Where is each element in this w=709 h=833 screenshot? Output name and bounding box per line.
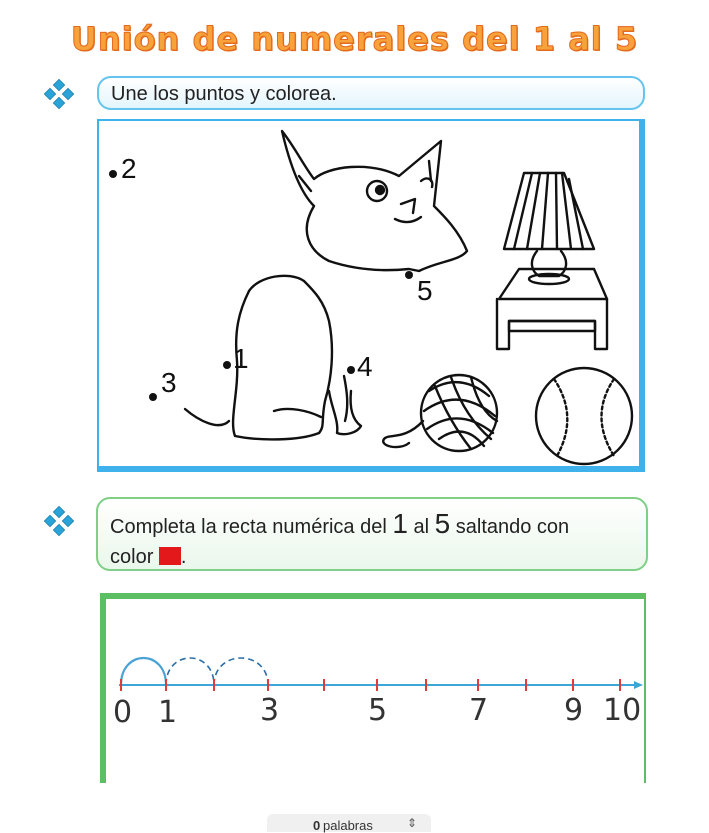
instruction-2-part3: saltando con bbox=[450, 516, 570, 538]
diamond-bullet-icon bbox=[44, 506, 74, 536]
number-line-label-1: 1 bbox=[158, 695, 178, 730]
number-line bbox=[106, 599, 644, 783]
number-line-frame bbox=[100, 593, 646, 783]
dot-label-3: 3 bbox=[161, 367, 177, 398]
number-line-label-5: 5 bbox=[368, 693, 388, 728]
dot-label-2: 2 bbox=[121, 153, 137, 184]
instruction-box-1 bbox=[97, 76, 645, 110]
instruction-2-num-start: 1 bbox=[392, 508, 408, 539]
number-line-label-7: 7 bbox=[469, 693, 489, 728]
red-color-swatch bbox=[159, 547, 181, 565]
instruction-box-2 bbox=[96, 497, 648, 571]
instruction-2-text bbox=[110, 509, 640, 572]
cat-scene-illustration bbox=[99, 121, 641, 468]
page-title: Unión de numerales del 1 al 5 bbox=[70, 20, 639, 58]
number-line-label-9: 9 bbox=[564, 693, 584, 728]
dot-label-5: 5 bbox=[417, 275, 433, 306]
instruction-2-part2: al bbox=[407, 516, 435, 538]
number-line-label-3: 3 bbox=[260, 693, 280, 728]
word-count-label: palabras bbox=[323, 818, 373, 833]
instruction-2-end: . bbox=[180, 546, 187, 568]
instruction-2-num-end: 5 bbox=[434, 508, 451, 539]
jump-arc-dashed-2 bbox=[214, 658, 268, 685]
instruction-2-part1: Completa la recta numérica del bbox=[110, 516, 393, 538]
dot-to-dot-picture-frame bbox=[97, 119, 645, 472]
instruction-2-line2: color bbox=[110, 546, 154, 568]
instruction-1-text: Une los puntos y colorea. bbox=[111, 83, 337, 105]
jump-arc-dashed-1 bbox=[166, 658, 214, 685]
jump-arc-solid bbox=[121, 658, 166, 685]
word-count-widget[interactable] bbox=[267, 814, 431, 832]
dot-label-1: 1 bbox=[233, 343, 249, 374]
number-line-label-0: 0 bbox=[113, 695, 133, 730]
diamond-bullet-icon bbox=[44, 79, 74, 109]
updown-chevron-icon[interactable]: ⇕ bbox=[407, 816, 418, 830]
word-count-value: 0 bbox=[313, 818, 321, 833]
number-line-label-10: 10 bbox=[603, 693, 642, 728]
dot-label-4: 4 bbox=[357, 351, 373, 382]
number-line-arrow-icon bbox=[634, 681, 643, 689]
